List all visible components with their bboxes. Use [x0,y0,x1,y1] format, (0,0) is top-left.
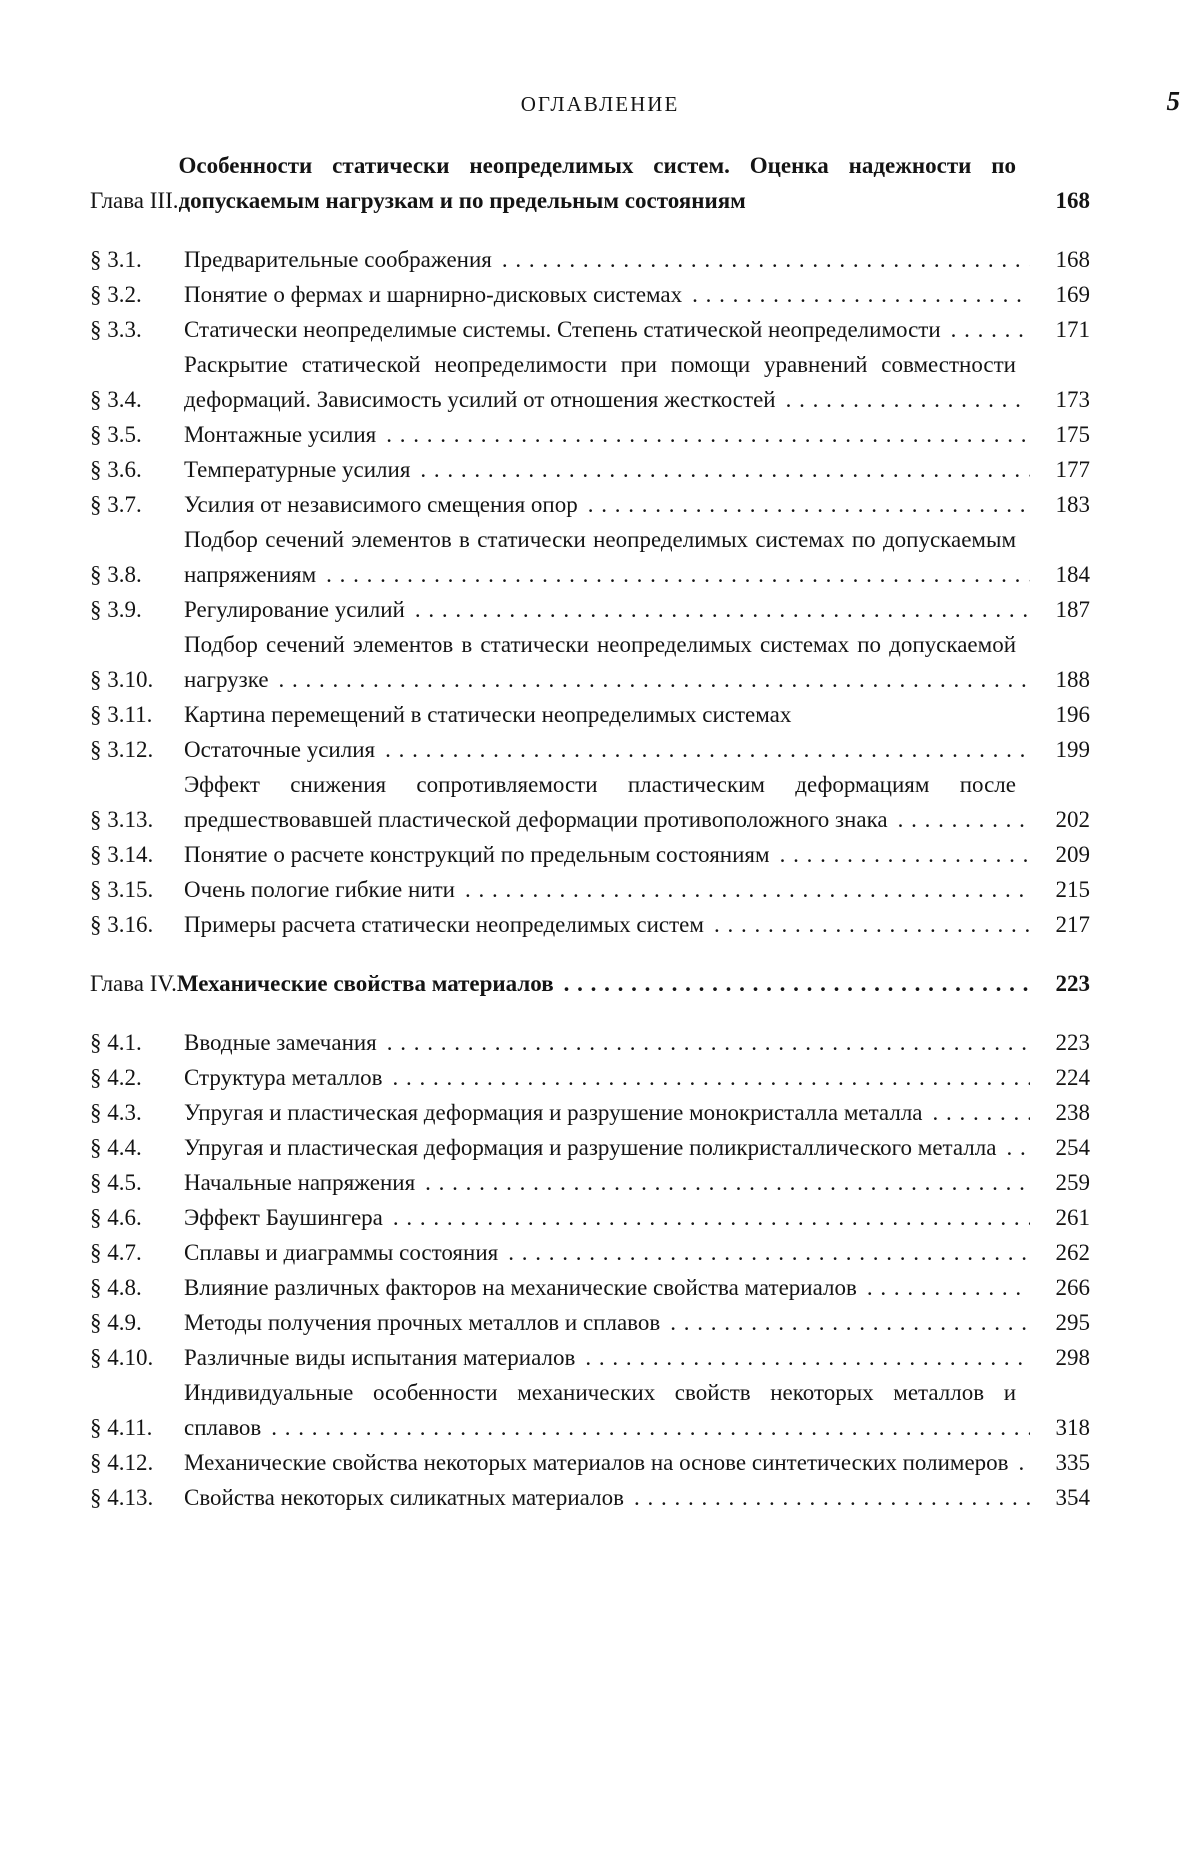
entry-title-text: Особенности статически неопределимых систем. Оценка надежности по допускаемым нагрузкам и по предельным состояниям [178,153,1016,213]
entry-page-number: 199 [1030,732,1090,767]
section-number: § 4.2. [90,1065,142,1090]
toc-section-entry [90,1375,1090,1445]
entry-title-text: Предварительные соображения [184,247,496,272]
entry-title-text: Структура металлов [184,1065,386,1090]
section-number: § 4.9. [90,1310,142,1335]
toc-section-entry [90,1305,1090,1340]
entry-page-number: 354 [1030,1480,1090,1515]
entry-page-number: 266 [1030,1270,1090,1305]
entry-title-text: Упругая и пластическая деформация и разрушение поликристаллического металла [184,1135,1000,1160]
section-title [176,1025,1030,1060]
chapter-title [179,148,1031,218]
entry-page-number: 196 [1030,697,1090,732]
entry-title-text: Вводные замечания [184,1030,381,1055]
section-number: § 3.11. [90,702,153,727]
entry-page-number: 254 [1030,1130,1090,1165]
toc-section-entry [90,312,1090,347]
toc-section-entry [90,872,1090,907]
entry-title-text: Примеры расчета статически неопределимых систем [184,912,708,937]
section-number: § 3.9. [90,597,142,622]
entry-page-number: 238 [1030,1095,1090,1130]
toc-section-entry [90,1060,1090,1095]
entry-page-number: 259 [1030,1165,1090,1200]
toc-section-entry [90,732,1090,767]
section-number: § 3.6. [90,457,142,482]
toc-section-entry [90,487,1090,522]
entry-title-text: Подбор сечений элементов в статически неопределимых системах по допускаемым напряжениям [184,527,1016,587]
entry-title-text: Усилия от независимого смещения опор [184,492,582,517]
section-number: § 3.13. [90,807,154,832]
section-number: § 3.10. [90,667,154,692]
section-number: § 4.13. [90,1485,154,1510]
section-number: § 3.7. [90,492,142,517]
entry-page-number: 169 [1030,277,1090,312]
section-number: § 4.3. [90,1100,142,1125]
entry-page-number: 177 [1030,452,1090,487]
entry-page-number: 188 [1030,662,1090,697]
entry-title-text: Температурные усилия [184,457,414,482]
entry-page-number: 335 [1030,1445,1090,1480]
entry-title-text: Сплавы и диаграммы состояния [184,1240,502,1265]
section-title [176,837,1030,872]
section-title [176,487,1030,522]
section-number: § 4.6. [90,1205,142,1230]
section-title [176,1060,1030,1095]
section-title [176,1480,1030,1515]
table-of-contents [90,148,1090,1515]
toc-chapter-entry [90,966,1090,1001]
section-number: § 4.10. [90,1345,154,1370]
section-title [176,1445,1030,1480]
entry-page-number: 223 [1030,966,1090,1001]
section-title [176,242,1030,277]
section-title [176,697,1030,732]
entry-title-text: Остаточные усилия [184,737,379,762]
toc-section-entry [90,1445,1090,1480]
entry-title-text: Эффект снижения сопротивляемости пластическим деформациям после предшествовавшей пластической деформации противоположного знака [184,772,1016,832]
section-title [176,1235,1030,1270]
section-number: § 4.12. [90,1450,154,1475]
toc-section-entry [90,417,1090,452]
chapter-number: Глава IV. [90,971,177,996]
entry-page-number: 261 [1030,1200,1090,1235]
toc-chapter-entry [90,148,1090,218]
entry-page-number: 209 [1030,837,1090,872]
section-title [176,907,1030,942]
section-title [176,1095,1030,1130]
entry-title-text: Свойства некоторых силикатных материалов [184,1485,628,1510]
section-title [176,522,1030,592]
entry-title-text: Картина перемещений в статически неопределимых системах [184,702,795,727]
section-title [176,1270,1030,1305]
section-number: § 4.8. [90,1275,142,1300]
section-number: § 3.16. [90,912,154,937]
entry-page-number: 318 [1030,1410,1090,1445]
section-title [176,1340,1030,1375]
entry-title-text: Начальные напряжения [184,1170,419,1195]
toc-section-entry [90,1130,1090,1165]
entry-title-text: Различные виды испытания материалов [184,1345,579,1370]
entry-page-number: 168 [1030,183,1090,218]
toc-section-entry [90,1095,1090,1130]
section-number: § 3.15. [90,877,154,902]
entry-page-number: 223 [1030,1025,1090,1060]
toc-section-entry [90,347,1090,417]
toc-section-entry [90,1200,1090,1235]
entry-page-number: 224 [1030,1060,1090,1095]
entry-title-text: Регулирование усилий [184,597,409,622]
toc-section-entry [90,452,1090,487]
entry-title-text: Монтажные усилия [184,422,380,447]
section-title [176,277,1030,312]
toc-section-entry [90,907,1090,942]
section-number: § 4.7. [90,1240,142,1265]
entry-title-text: Индивидуальные особенности механических свойств некоторых металлов и сплавов [184,1380,1016,1440]
entry-page-number: 171 [1030,312,1090,347]
toc-section-entry [90,1235,1090,1270]
entry-page-number: 215 [1030,872,1090,907]
toc-section-entry [90,242,1090,277]
section-title [176,417,1030,452]
entry-title-text: Влияние различных факторов на механические свойства материалов [184,1275,861,1300]
entry-page-number: 295 [1030,1305,1090,1340]
toc-section-entry [90,592,1090,627]
section-title [176,1130,1030,1165]
section-title [176,732,1030,767]
section-number: § 3.1. [90,247,142,272]
entry-page-number: 183 [1030,487,1090,522]
section-number: § 4.5. [90,1170,142,1195]
entry-page-number: 217 [1030,907,1090,942]
toc-section-entry [90,697,1090,732]
section-number: § 4.11. [90,1415,153,1440]
section-number: § 3.8. [90,562,142,587]
toc-section-entry [90,1165,1090,1200]
entry-page-number: 187 [1030,592,1090,627]
entry-title-text: Понятие о фермах и шарнирно-дисковых системах [184,282,686,307]
running-title: ОГЛАВЛЕНИЕ [520,92,680,116]
chapter-title [177,966,1030,1001]
section-title [176,872,1030,907]
entry-title-text: Механические свойства материалов [177,971,558,996]
section-number: § 3.14. [90,842,154,867]
toc-section-entry [90,1025,1090,1060]
section-number: § 3.4. [90,387,142,412]
section-number: § 3.2. [90,282,142,307]
toc-section-entry [90,522,1090,592]
entry-page-number: 202 [1030,802,1090,837]
section-title [176,1165,1030,1200]
entry-page-number: 184 [1030,557,1090,592]
toc-section-entry [90,1480,1090,1515]
section-title [176,1200,1030,1235]
section-title [176,1305,1030,1340]
entry-title-text: Понятие о расчете конструкций по предельным состояниям [184,842,774,867]
section-number: § 3.5. [90,422,142,447]
section-number: § 4.4. [90,1135,142,1160]
chapter-number: Глава III. [90,188,179,213]
entry-title-text: Очень пологие гибкие нити [184,877,459,902]
toc-section-entry [90,1270,1090,1305]
entry-title-text: Методы получения прочных металлов и сплавов [184,1310,664,1335]
section-title [176,347,1030,417]
toc-section-entry [90,837,1090,872]
entry-title-text: Упругая и пластическая деформация и разрушение монокристалла металла [184,1100,927,1125]
toc-section-entry [90,767,1090,837]
entry-title-text: Статически неопределимые системы. Степень статической неопределимости [184,317,945,342]
entry-page-number: 173 [1030,382,1090,417]
page-number: 5 [1166,86,1180,116]
section-title [176,452,1030,487]
entry-page-number: 298 [1030,1340,1090,1375]
entry-title-text: Раскрытие статической неопределимости при помощи уравнений совместности деформаций. Зависимость усилий от отношения жесткостей [184,352,1016,412]
entry-page-number: 262 [1030,1235,1090,1270]
toc-section-entry [90,277,1090,312]
entry-title-text: Эффект Баушингера [184,1205,387,1230]
section-title [176,1375,1030,1445]
section-number: § 3.12. [90,737,154,762]
section-number: § 3.3. [90,317,142,342]
entry-page-number: 175 [1030,417,1090,452]
toc-section-entry [90,627,1090,697]
toc-section-entry [90,1340,1090,1375]
entry-title-text: Механические свойства некоторых материалов на основе синтетических полимеров [184,1450,1013,1475]
entry-page-number: 168 [1030,242,1090,277]
section-number: § 4.1. [90,1030,142,1055]
section-title [176,592,1030,627]
section-title [176,312,1030,347]
entry-title-text: Подбор сечений элементов в статически неопределимых системах по допускаемой нагрузке [184,632,1016,692]
section-title [176,767,1030,837]
section-title [176,627,1030,697]
